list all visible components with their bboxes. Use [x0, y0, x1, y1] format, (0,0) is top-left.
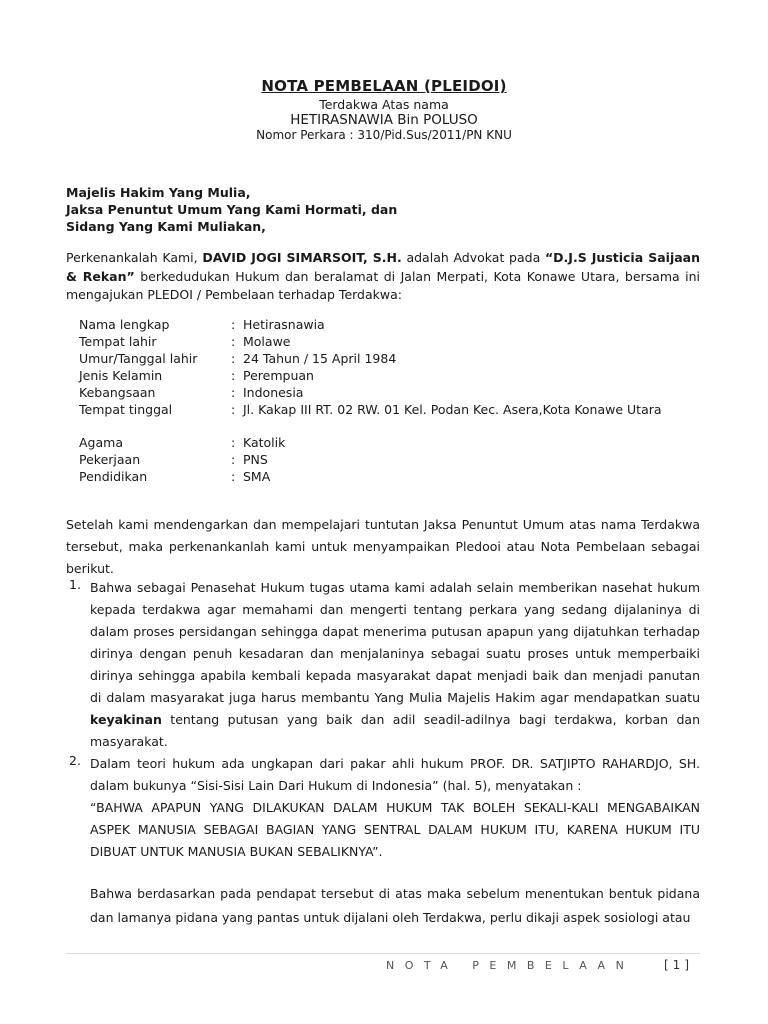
- item-text: [90, 753, 700, 863]
- item-text: [90, 577, 700, 753]
- identity-label: Agama: [79, 435, 123, 450]
- identity-colon: :: [231, 368, 236, 383]
- item-text-part: tentang putusan yang baik dan adil seadil-adilnya bagi terdakwa, korban dan masyarakat.: [90, 712, 700, 749]
- intro-paragraph: [66, 249, 700, 305]
- defendant-name: HETIRASNAWIA Bin POLUSO: [290, 112, 478, 128]
- identity-value: 24 Tahun / 15 April 1984: [243, 351, 397, 366]
- item-number: 1.: [69, 577, 81, 592]
- identity-colon: :: [231, 385, 236, 400]
- identity-colon: :: [231, 351, 236, 366]
- identity-value: Katolik: [243, 435, 286, 450]
- case-number: Nomor Perkara : 310/Pid.Sus/2011/PN KNU: [256, 128, 512, 142]
- identity-label: Umur/Tanggal lahir: [79, 351, 198, 366]
- footer-label: NOTA PEMBELAAN: [386, 959, 635, 972]
- item-text-part: Dalam teori hukum ada ungkapan dari pakar ahli hukum PROF. DR. SATJIPTO RAHARDJO, SH. dalam bukunya “Sisi-Sisi Lain Dari Hukum di Indonesia” (hal. 5), menyatakan :: [90, 756, 700, 793]
- identity-colon: :: [231, 334, 236, 349]
- identity-label: Tempat lahir: [79, 334, 157, 349]
- identity-value: Hetirasnawia: [243, 317, 325, 332]
- identity-label: Pendidikan: [79, 469, 148, 484]
- identity-value: PNS: [243, 452, 268, 467]
- page-number: [1]: [664, 958, 693, 972]
- law-firm-name: “D.J.S Justicia Saijaan & Rekan”: [66, 250, 701, 284]
- document-title: NOTA PEMBELAAN (PLEIDOI): [261, 77, 507, 95]
- intro-text: berkedudukan Hukum dan beralamat di Jalan Merpati, Kota Konawe Utara, bersama ini mengajukan PLEDOI / Pembelaan terhadap Terdakwa:: [66, 268, 700, 302]
- identity-colon: :: [231, 452, 236, 467]
- item-text-part: Bahwa sebagai Penasehat Hukum tugas utama kami adalah selain memberikan nasehat hukum kepada terdakwa agar memahami dan mengerti tentang perkara yang sedang dijalaninya di dalam proses persidangan sehingga dapat menerima putusan apapun yang dijatuhkan terhadap dirinya dengan penuh kesadaran dan menjalaninya sebagai suatu proses untuk memperbaiki dirinya sehingga apabila kembali kepada masyarakat dapat menjadi baik dan menjadi panutan di dalam masyarakat juga harus membantu Yang Mulia Majelis Hakim agar mendapatkan suatu: [90, 580, 700, 705]
- identity-label: Jenis Kelamin: [79, 368, 163, 383]
- block-quote: “BAHWA APAPUN YANG DILAKUKAN DALAM HUKUM TAK BOLEH SEKALI-KALI MENGABAIKAN ASPEK MANUSIA SEBAGAI BAGIAN YANG SENTRAL DALAM HUKUM ITU, KARENA HUKUM ITU DIBUAT UNTUK MANUSIA BUKAN SEBALIKNYA”.: [90, 800, 700, 859]
- item-number: 2.: [69, 753, 81, 768]
- salutation-line: Majelis Hakim Yang Mulia,: [66, 185, 251, 200]
- identity-label: Pekerjaan: [79, 452, 141, 467]
- identity-value: Jl. Kakap III RT. 02 RW. 01 Kel. Podan Kec. Asera,Kota Konawe Utara: [243, 402, 662, 417]
- lawyer-name: DAVID JOGI SIMARSOIT, S.H.: [202, 250, 402, 265]
- body-paragraph: Bahwa berdasarkan pada pendapat tersebut di atas maka sebelum menentukan bentuk pidana dan lamanya pidana yang pantas untuk dijalani oleh Terdakwa, perlu dikaji aspek sosiologi atau: [90, 886, 700, 925]
- identity-value: SMA: [243, 469, 271, 484]
- salutation-line: Sidang Yang Kami Muliakan,: [66, 219, 266, 234]
- intro-text: adalah Advokat pada: [401, 250, 545, 265]
- identity-colon: :: [231, 402, 236, 417]
- identity-label: Kebangsaan: [79, 385, 156, 400]
- identity-value: Indonesia: [243, 385, 304, 400]
- footer-divider: [66, 953, 700, 954]
- identity-value: Perempuan: [243, 368, 314, 383]
- emphasized-word: keyakinan: [90, 712, 162, 727]
- identity-colon: :: [231, 469, 236, 484]
- identity-label: Nama lengkap: [79, 317, 170, 332]
- opening-paragraph: Setelah kami mendengarkan dan mempelajari tuntutan Jaksa Penuntut Umum atas nama Terdakwa tersebut, maka perkenankanlah kami untuk menyampaikan Pledooi atau Nota Pembelaan sebagai berikut.: [66, 517, 700, 576]
- intro-text: Perkenankalah Kami,: [66, 250, 203, 265]
- salutation-line: Jaksa Penuntut Umum Yang Kami Hormati, dan: [66, 202, 398, 217]
- identity-label: Tempat tinggal: [79, 402, 173, 417]
- document-subtitle: Terdakwa Atas nama: [319, 97, 449, 112]
- identity-value: Molawe: [243, 334, 291, 349]
- identity-colon: :: [231, 317, 236, 332]
- identity-colon: :: [231, 435, 236, 450]
